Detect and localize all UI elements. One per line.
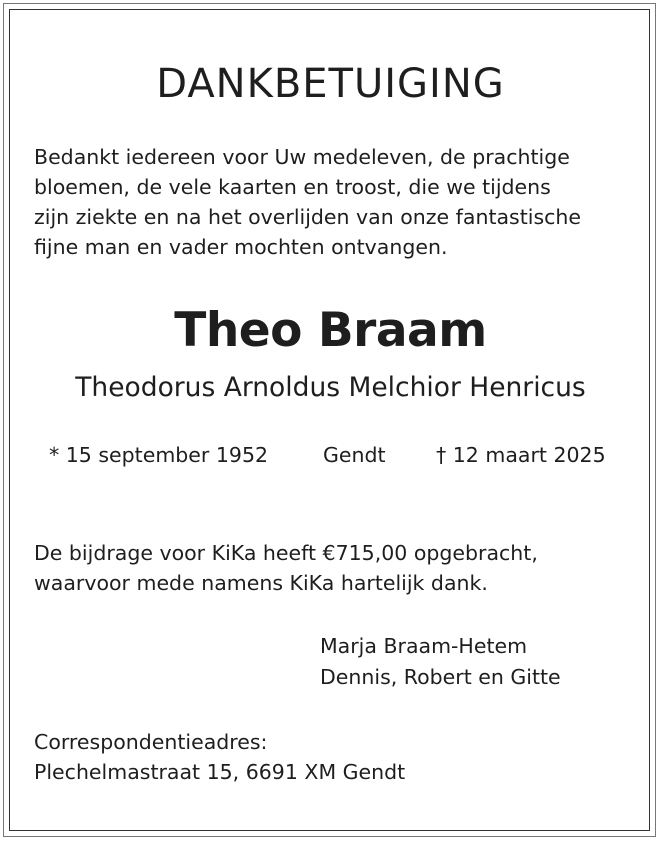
notice-title: DANKBETUIGING — [156, 61, 505, 107]
signoff — [320, 631, 561, 693]
inner-border — [9, 9, 650, 831]
intro-paragraph — [34, 142, 581, 262]
birth-date: * 15 september 1952 — [49, 443, 269, 467]
contribution-paragraph — [34, 538, 538, 598]
correspondence-address — [34, 727, 405, 787]
signoff-line: Dennis, Robert en Gitte — [320, 665, 561, 689]
intro-line: zijn ziekte en na het overlijden van onze fantastische — [34, 205, 582, 229]
place: Gendt — [323, 443, 386, 467]
deceased-name: Theo Braam — [174, 303, 487, 358]
address-line: Correspondentieadres: — [34, 730, 268, 754]
intro-line: bloemen, de vele kaarten en troost, die we tijdens — [34, 175, 551, 199]
intro-line: Bedankt iedereen voor Uw medeleven, de prachtige — [34, 145, 570, 169]
contribution-line: waarvoor mede namens KiKa hartelijk dank. — [34, 571, 488, 595]
intro-line: fijne man en vader mochten ontvangen. — [34, 235, 448, 259]
deceased-full-name: Theodorus Arnoldus Melchior Henricus — [75, 372, 586, 403]
address-line: Plechelmastraat 15, 6691 XM Gendt — [34, 760, 406, 784]
contribution-line: De bijdrage voor KiKa heeft €715,00 opgebracht, — [34, 541, 538, 565]
signoff-line: Marja Braam-Hetem — [320, 634, 528, 658]
death-date: † 12 maart 2025 — [436, 443, 606, 467]
